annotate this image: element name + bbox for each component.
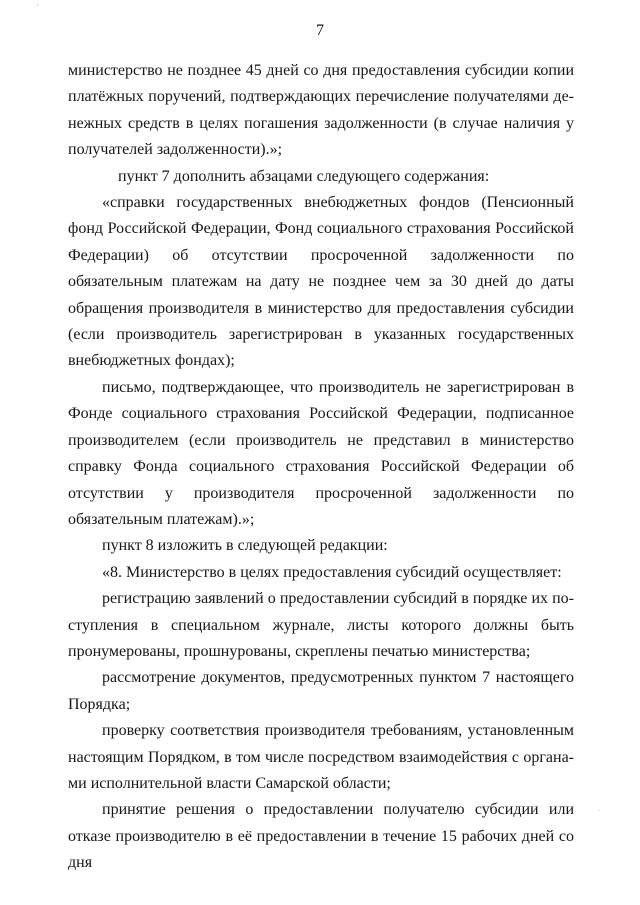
paragraph: «справки государственных внебюджетных фондов (Пенсионный фонд Российской Федерации, Фонд социального страхования Российской Федерации) об отсутствии просроченной задолженности по обязательным платежам на дату не позднее чем за 30 дней до даты обращения производителя в министерство для предоставления субсидии (если производитель зарегистрирован в указанных государственных внебюджетных фондах);: [68, 194, 574, 370]
paragraph: «8. Министерство в целях предоставления субсидий осуществляет:: [102, 563, 562, 581]
scan-mark: ·: [598, 807, 601, 815]
paragraph: письмо, подтверждающее, что производитель не зарегистрирован в Фонде социального страхования Российской Федерации, подписанное производителем (если производитель не представил в министерство справку Фонда социального страхования Российской Федерации об отсутствии у производителя просроченной задолженности по обязательным платежам).»;: [68, 378, 574, 528]
paragraph: министерство не позднее 45 дней со дня предоставления субсидии копии платёжных поручений, подтверждающих перечисление получателями денежных средств в целях погашения задолженности (в случае наличия у получателей задолженности).»;: [68, 62, 574, 159]
paragraph: рассмотрение документов, предусмотренных пунктом 7 настоящего Порядка;: [68, 669, 574, 713]
paragraph: принятие решения о предоставлении получателю субсидии или отказе производителю в её предоставлении в течение 15 рабочих дней со дня: [68, 801, 574, 872]
document-body: [68, 58, 574, 877]
paragraph: проверку соответствия производителя требованиям, установленным настоящим Порядком, в том числе посредством взаимодействия с органами исполнительной власти Самарской области;: [68, 722, 574, 792]
page-number: 7: [316, 22, 324, 39]
scan-mark: ': [37, 3, 39, 11]
paragraph: пункт 8 изложить в следующей редакции:: [102, 537, 388, 555]
paragraph: регистрацию заявлений о предоставлении субсидий в порядке их поступления в специальном журнале, листы которого должны быть пронумерованы, прошнурованы, скреплены печатью министерства;: [68, 590, 574, 660]
paragraph: пункт 7 дополнить абзацами следующего содержания:: [118, 167, 490, 185]
